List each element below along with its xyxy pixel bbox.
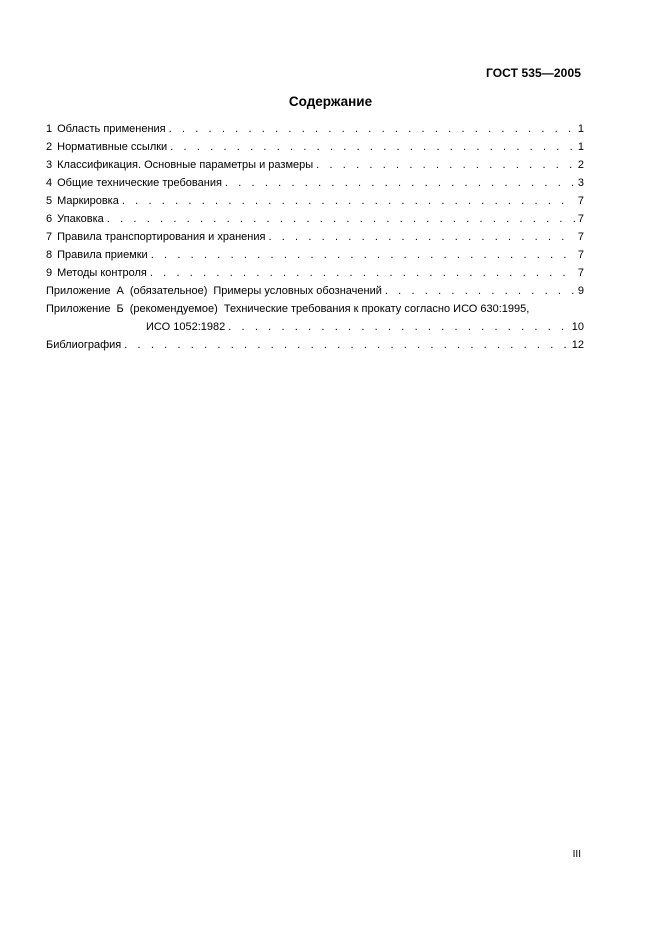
toc-entry-title: Общие технические требования — [57, 177, 222, 189]
appendix-title-line2: ИСО 1052:1982 — [146, 321, 226, 333]
toc-leader-dots — [228, 318, 569, 336]
bibliography-title: Библиография — [46, 339, 122, 351]
toc-entry-title: Методы контроля — [57, 267, 147, 279]
toc-entry-number: 7 — [46, 231, 53, 243]
toc-leader-dots — [124, 336, 569, 354]
table-of-contents — [46, 120, 584, 354]
appendix-title-line1: Технические требования к прокату согласно ИСО 630:1995, — [223, 303, 530, 315]
toc-entry-page: 1 — [577, 123, 584, 135]
toc-appendix-a[interactable] — [46, 282, 584, 300]
appendix-category: (рекомендуемое) — [129, 303, 218, 315]
toc-leader-dots — [316, 156, 575, 174]
toc-leader-dots — [225, 174, 575, 192]
toc-entry-number: 4 — [46, 177, 53, 189]
toc-entry-title: Правила транспортирования и хранения — [57, 231, 266, 243]
toc-entry-page: 3 — [577, 177, 584, 189]
toc-entry-number: 3 — [46, 159, 53, 171]
toc-entry-3[interactable] — [46, 156, 584, 174]
toc-entry-number: 9 — [46, 267, 53, 279]
toc-entry-page: 9 — [577, 285, 584, 297]
toc-entry-7[interactable] — [46, 228, 584, 246]
toc-entry-8[interactable] — [46, 246, 584, 264]
appendix-keyword: Приложение — [46, 285, 111, 297]
toc-entry-page: 12 — [571, 339, 584, 351]
toc-entry-page: 1 — [577, 141, 584, 153]
toc-title: Содержание — [288, 94, 373, 109]
toc-entry-5[interactable] — [46, 192, 584, 210]
toc-leader-dots — [107, 210, 575, 228]
toc-entry-number: 5 — [46, 195, 53, 207]
toc-leader-dots — [170, 138, 575, 156]
appendix-category: (обязательное) — [129, 285, 208, 297]
appendix-letter: А — [116, 285, 124, 297]
appendix-letter: Б — [116, 303, 124, 315]
toc-entry-title: Маркировка — [57, 195, 119, 207]
document-code: ГОСТ 535—2005 — [485, 66, 581, 80]
toc-entry-number: 1 — [46, 123, 53, 135]
toc-entry-number: 6 — [46, 213, 53, 225]
toc-entry-title: Упаковка — [57, 213, 104, 225]
toc-entry-page: 7 — [577, 213, 584, 225]
toc-entry-title: Классификация. Основные параметры и размеры — [57, 159, 314, 171]
toc-entry-title: Правила приемки — [57, 249, 148, 261]
toc-entry-page: 7 — [577, 231, 584, 243]
toc-entry-2[interactable] — [46, 138, 584, 156]
toc-entry-page: 10 — [571, 321, 584, 333]
appendix-keyword: Приложение — [46, 303, 111, 315]
toc-entry-page: 7 — [577, 249, 584, 261]
toc-leader-dots — [268, 228, 574, 246]
toc-leader-dots — [169, 120, 575, 138]
toc-appendix-b-continued[interactable] — [46, 318, 584, 336]
toc-entry-number: 2 — [46, 141, 53, 153]
toc-appendix-b[interactable] — [46, 300, 584, 318]
toc-bibliography[interactable] — [46, 336, 584, 354]
toc-entry-title: Нормативные ссылки — [57, 141, 168, 153]
toc-leader-dots — [150, 264, 575, 282]
toc-entry-9[interactable] — [46, 264, 584, 282]
toc-entry-1[interactable] — [46, 120, 584, 138]
toc-entry-4[interactable] — [46, 174, 584, 192]
toc-leader-dots — [122, 192, 575, 210]
appendix-title: Примеры условных обозначений — [213, 285, 382, 297]
toc-entry-title: Область применения — [57, 123, 166, 135]
page-number: III — [572, 849, 581, 860]
toc-leader-dots — [385, 282, 575, 300]
toc-entry-page: 7 — [577, 195, 584, 207]
toc-leader-dots — [151, 246, 575, 264]
toc-entry-number: 8 — [46, 249, 53, 261]
toc-entry-page: 2 — [577, 159, 584, 171]
toc-entry-page: 7 — [577, 267, 584, 279]
toc-entry-6[interactable] — [46, 210, 584, 228]
